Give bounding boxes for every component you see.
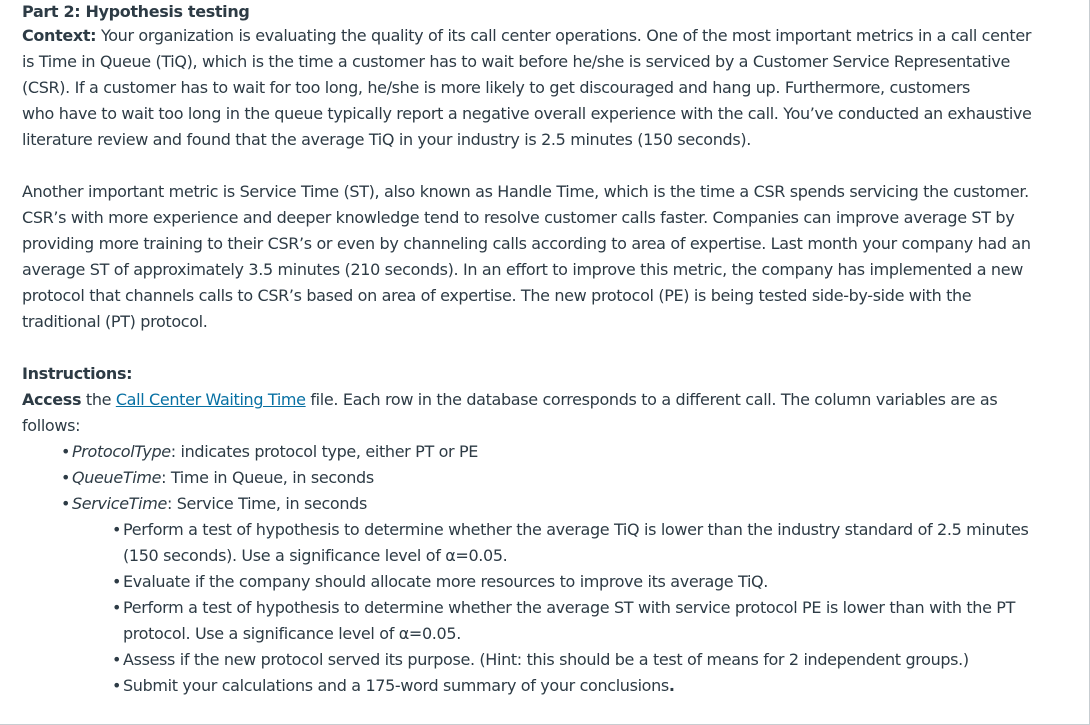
paragraph-spacer [22, 153, 1079, 179]
context-line-2: is Time in Queue (TiQ), which is the time a customer has to wait before he/she is serviced by a Customer Service Representative [22, 52, 1010, 71]
task-line: • Perform a test of hypothesis to determine whether the average TiQ is lower than the industry standard of 2.5 minutes [123, 520, 1029, 539]
task-end-period: . [668, 676, 675, 695]
service-line-3: providing more training to their CSR’s or even by channeling calls according to area of expertise. Last month your company had an [22, 234, 1031, 253]
page-title: Part 2: Hypothesis testing [22, 2, 250, 21]
variable-desc: : indicates protocol type, either PT or PE [170, 442, 479, 461]
task-list [22, 517, 1079, 699]
variable-name: ProtocolType [72, 442, 171, 461]
task-line: • Evaluate if the company should allocate more resources to improve its average TiQ. [123, 572, 769, 591]
access-line-1: Access the Call Center Waiting Time file. Each row in the database corresponds to a different call. The column variables are as [22, 390, 998, 409]
list-item [61, 439, 1079, 465]
variable-name: ServiceTime [72, 494, 167, 513]
list-item [112, 569, 1079, 595]
list-item [112, 647, 1079, 673]
paragraph-spacer [22, 335, 1079, 361]
variable-desc: : Service Time, in seconds [166, 494, 367, 513]
variable-list [22, 439, 1079, 517]
context-line-5: literature review and found that the average TiQ in your industry is 2.5 minutes (150 seconds). [22, 130, 751, 149]
task-line: protocol. Use a significance level of α=0.05. [123, 624, 461, 643]
service-line-5: protocol that channels calls to CSR’s based on area of expertise. The new protocol (PE) is being tested side-by-side with the [22, 286, 972, 305]
list-item [112, 517, 1079, 569]
task-line: (150 seconds). Use a significance level of α=0.05. [123, 546, 508, 565]
instructions-heading: Instructions: [22, 364, 133, 383]
context-paragraph [22, 23, 1079, 153]
variable-name: QueueTime [72, 468, 162, 487]
service-line-1: Another important metric is Service Time (ST), also known as Handle Time, which is the time a CSR spends servicing the customer. [22, 182, 1029, 201]
call-center-file-link[interactable]: Call Center Waiting Time [115, 390, 306, 409]
context-line-4: who have to wait too long in the queue typically report a negative overall experience with the call. You’ve conducted an exhaustive [22, 104, 1032, 123]
task-line: • Assess if the new protocol served its purpose. (Hint: this should be a test of means for 2 independent groups.) [123, 650, 969, 669]
context-line-3: (CSR). If a customer has to wait for too long, he/she is more likely to get discouraged and hang up. Furthermore, customers [22, 78, 971, 97]
service-time-paragraph [22, 179, 1079, 335]
context-label: Context: [22, 26, 97, 45]
list-item [61, 491, 1079, 517]
access-paragraph [22, 387, 1079, 439]
access-line-2: follows: [22, 416, 81, 435]
service-line-2: CSR’s with more experience and deeper knowledge tend to resolve customer calls faster. Companies can improve average ST by [22, 208, 1015, 227]
service-line-6: traditional (PT) protocol. [22, 312, 208, 331]
access-label: Access [22, 390, 82, 409]
context-line-1: Context: Your organization is evaluating the quality of its call center operations. One of the most important metrics in a call center [22, 26, 1032, 45]
list-item [61, 465, 1079, 491]
list-item [112, 673, 1079, 699]
variable-desc: : Time in Queue, in seconds [161, 468, 374, 487]
task-line: • Perform a test of hypothesis to determine whether the average ST with service protocol PE is lower than with the PT [123, 598, 1016, 617]
service-line-4: average ST of approximately 3.5 minutes (210 seconds). In an effort to improve this metric, the company has implemented a new [22, 260, 1023, 279]
task-line: • Submit your calculations and a 175-word summary of your conclusions. [123, 676, 675, 695]
list-item [112, 595, 1079, 647]
